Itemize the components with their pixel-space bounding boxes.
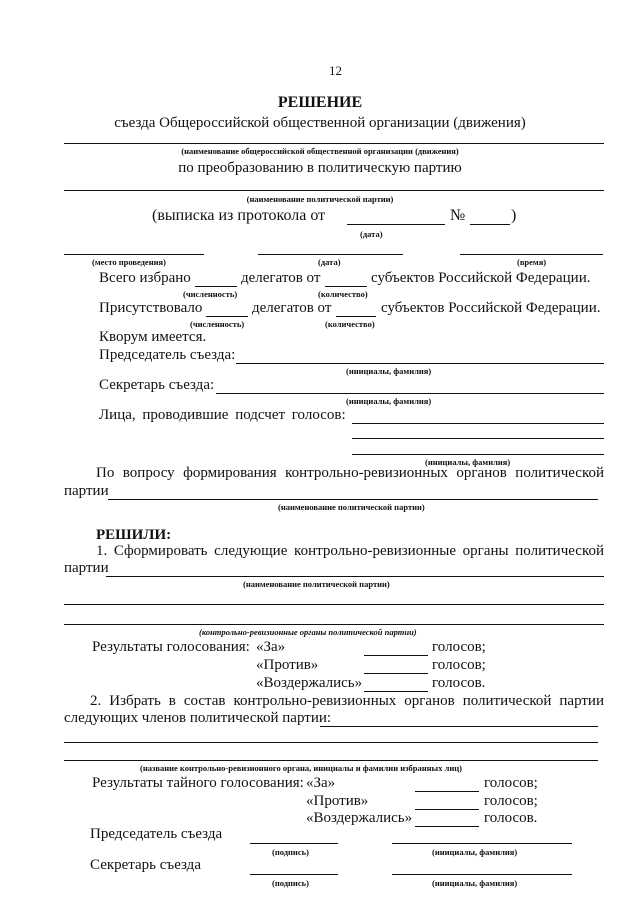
chairman-line bbox=[236, 363, 604, 364]
sign-secretary-name-line bbox=[392, 874, 572, 875]
sign-chairman-name-line bbox=[392, 843, 572, 844]
voting2-against-votes: голосов; bbox=[484, 793, 538, 809]
caption-extract-date: (дата) bbox=[360, 229, 383, 239]
elected-qty-line bbox=[325, 286, 367, 287]
present-part3: субъектов Российской Федерации. bbox=[381, 300, 601, 316]
present-qty-line bbox=[336, 316, 376, 317]
caption-place: (место проведения) bbox=[92, 257, 166, 267]
sign-chairman-label: Председатель съезда bbox=[90, 826, 223, 842]
item2-text-1: 2. Избрать в состав контрольно-ревизионных органов политической партии bbox=[90, 693, 604, 709]
voting1-for-votes: голосов; bbox=[432, 639, 486, 655]
caption-time: (время) bbox=[517, 257, 547, 267]
caption-present-count: (численность) bbox=[190, 319, 245, 329]
voting2-abstained-votes: голосов. bbox=[484, 810, 538, 826]
present-part1: Присутствовало bbox=[99, 300, 203, 316]
extract-prefix: (выписка из протокола от bbox=[152, 207, 326, 224]
elected-count-line bbox=[195, 286, 237, 287]
voting1-against: «Против» bbox=[256, 657, 319, 673]
counters-line-3 bbox=[352, 454, 604, 455]
extract-close: ) bbox=[511, 207, 517, 224]
voting2-against-line bbox=[415, 809, 479, 810]
caption-signature-2: (подпись) bbox=[272, 878, 309, 888]
page-number: 12 bbox=[329, 63, 342, 78]
transformation-line: по преобразованию в политическую партию bbox=[178, 160, 462, 176]
caption-counters-initials: (инициалы, фамилия) bbox=[425, 457, 511, 467]
item2-line-blank-2 bbox=[64, 760, 598, 761]
present-count-line bbox=[206, 316, 248, 317]
party-name-line bbox=[64, 190, 604, 191]
caption-audit-bodies: (контрольно-ревизионные органы политической партии) bbox=[199, 627, 417, 637]
caption-chairman-initials: (инициалы, фамилия) bbox=[346, 366, 432, 376]
caption-secretary-initials: (инициалы, фамилия) bbox=[346, 396, 432, 406]
item2-line-blank-1 bbox=[64, 742, 598, 743]
elected-part1: Всего избрано bbox=[99, 270, 191, 286]
voting1-abstained-votes: голосов. bbox=[432, 675, 486, 691]
caption-elected-qty: (количество) bbox=[318, 289, 368, 299]
time-line bbox=[460, 254, 603, 255]
secretary-line bbox=[216, 393, 604, 394]
voting1-against-votes: голосов; bbox=[432, 657, 486, 673]
caption-party-name: (наименование политической партии) bbox=[246, 194, 394, 204]
item1-line-2: партии bbox=[64, 560, 109, 576]
sign-chairman-signature-line bbox=[250, 843, 338, 844]
item2-line-1 bbox=[90, 694, 604, 709]
place-line bbox=[64, 254, 204, 255]
item1-text-1: 1. Сформировать следующие контрольно-ревизионные органы политической bbox=[96, 543, 604, 559]
extract-date-line bbox=[347, 224, 445, 225]
voting2-abstained-line bbox=[415, 826, 479, 827]
caption-item1-party: (наименование политической партии) bbox=[243, 579, 390, 589]
voting1-for-line bbox=[364, 655, 428, 656]
counters-line-2 bbox=[352, 438, 604, 439]
extract-number-line bbox=[470, 224, 510, 225]
voting1-abstained: «Воздержались» bbox=[256, 675, 363, 691]
voting2-abstained: «Воздержались» bbox=[306, 810, 413, 826]
counters-line-1 bbox=[352, 423, 604, 424]
elected-part3: субъектов Российской Федерации. bbox=[371, 270, 591, 286]
item1-line-1 bbox=[96, 544, 604, 559]
voting2-for: «За» bbox=[306, 775, 336, 791]
voting1-against-line bbox=[364, 673, 428, 674]
extract-number-sign: № bbox=[450, 207, 466, 224]
counters-label: Лица, проводившие подсчет голосов: bbox=[99, 407, 346, 423]
caption-initials-4: (инициалы, фамилия) bbox=[432, 847, 518, 857]
item2-members-line bbox=[320, 726, 598, 727]
voting1-abstained-line bbox=[364, 691, 428, 692]
item1-party-line bbox=[106, 576, 604, 577]
caption-question-party: (наименование политической партии) bbox=[278, 502, 425, 512]
voting2-for-line bbox=[415, 791, 479, 792]
caption-elected-count: (численность) bbox=[183, 289, 238, 299]
item2-line-2: следующих членов политической партии: bbox=[64, 710, 332, 726]
voting2-for-votes: голосов; bbox=[484, 775, 538, 791]
item1-line-blank-2 bbox=[64, 624, 604, 625]
question-text-1: По вопросу формирования контрольно-ревизионных органов политической bbox=[96, 465, 604, 481]
document-title: РЕШЕНИЕ bbox=[277, 94, 363, 111]
item1-line-blank-1 bbox=[64, 604, 604, 605]
date-line bbox=[258, 254, 403, 255]
caption-elected-persons: (название контрольно-ревизионного органа, инициалы и фамилии избранных лиц) bbox=[140, 763, 462, 773]
question-line-1 bbox=[96, 466, 604, 481]
sign-secretary-label: Секретарь съезда bbox=[90, 857, 201, 873]
present-part2: делегатов от bbox=[252, 300, 332, 316]
voting2-label: Результаты тайного голосования: bbox=[92, 775, 304, 791]
decided-heading: РЕШИЛИ: bbox=[96, 527, 172, 543]
elected-part2: делегатов от bbox=[241, 270, 321, 286]
voting1-for: «За» bbox=[256, 639, 286, 655]
caption-date: (дата) bbox=[318, 257, 341, 267]
question-party-line bbox=[108, 499, 598, 500]
document-subtitle: съезда Общероссийской общественной организации (движения) bbox=[114, 115, 526, 131]
voting1-label: Результаты голосования: bbox=[92, 639, 250, 655]
quorum-text: Кворум имеется. bbox=[99, 329, 207, 345]
voting2-against: «Против» bbox=[306, 793, 369, 809]
caption-initials-5: (инициалы, фамилия) bbox=[432, 878, 518, 888]
secretary-label: Секретарь съезда: bbox=[99, 377, 215, 393]
caption-present-qty: (количество) bbox=[325, 319, 375, 329]
caption-signature-1: (подпись) bbox=[272, 847, 309, 857]
chairman-label: Председатель съезда: bbox=[99, 347, 236, 363]
question-line-2: партии bbox=[64, 483, 109, 499]
caption-org-name: (наименование общероссийской общественной организации (движения) bbox=[181, 146, 459, 156]
sign-secretary-signature-line bbox=[250, 874, 338, 875]
org-name-line bbox=[64, 143, 604, 144]
